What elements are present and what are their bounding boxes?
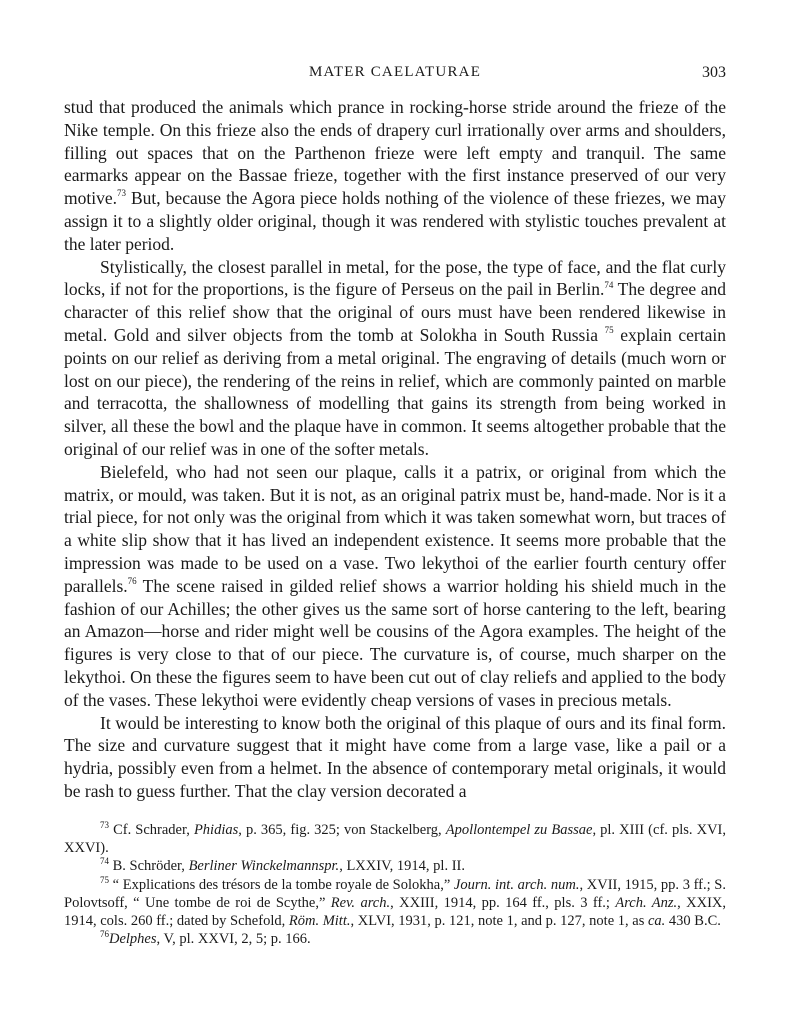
paragraph-3 (64, 461, 726, 712)
running-title: MATER CAELATURAE (308, 64, 482, 80)
footnote-title: Phidias (193, 822, 239, 838)
footnote-text: , XXIII, 1914, pp. 164 ff., pls. 3 ff.; (390, 894, 616, 911)
footnote-number: 73 (100, 820, 109, 831)
paragraph-1-text-b: But, because the Agora piece holds nothing of the violence of these friezes, we may assign it to a slightly older original, though it was rendered with stylistic touches prevalent at the later period. (64, 188, 726, 254)
footnote-73 (64, 821, 726, 857)
footnote-text: Cf. Schrader, (109, 822, 194, 838)
main-text (64, 96, 726, 803)
footnote-text: , LXXIV, 1914, pl. II. (339, 858, 465, 875)
footnote-text: 430 B.C. (665, 913, 721, 930)
footnote-text: “ Explications des trésors de la tombe royale de Solokha,” (109, 876, 454, 893)
page-number: 303 (702, 64, 726, 81)
footnote-title: Journ. int. arch. num. (453, 876, 580, 893)
footnote-74 (64, 857, 726, 875)
footnote-75 (64, 876, 726, 931)
footnote-title: Rev. arch. (330, 894, 391, 911)
paragraph-2 (64, 256, 726, 461)
footnote-title: Röm. Mitt. (288, 913, 351, 930)
footnote-text: , XVII, 1915, pp. 3 ff.; S. Polovtsoff, “ Une tombe de roi de Scythe,” (64, 876, 726, 911)
footnote-title: Berliner Winckelmannspr. (188, 858, 340, 875)
page-header (64, 64, 726, 84)
paragraph-1-text-a: stud that produced the animals which prance in rocking-horse stride around the frieze of the Nike temple. On this frieze also the ends of drapery curl irrationally over arms and shoulders, filling out spaces that on the Parthenon frieze were left empty and tranquil. The same earmarks appear on the Bassae frieze, together with the first instance preserved of our very motive. (64, 97, 726, 209)
footnote-ref-73: 73 (116, 188, 126, 199)
footnote-title: Arch. Anz. (615, 894, 678, 911)
paragraph-3-text-a: Bielefeld, who had not seen our plaque, calls it a patrix, or original from which the matrix, or mould, was taken. But it is not, as an original patrix must be, hand-made. Nor is it a trial piece, for not only was the original from which it was taken somewhat worn, but traces of a white slip show that it has lived an independent existence. It seems more probable that the impression was made to be used on a vase. Two lekythoi of the earlier fourth century offer parallels. (64, 461, 726, 596)
footnote-ref-75: 75 (604, 325, 614, 336)
footnote-number: 76 (100, 929, 109, 940)
footnotes (64, 821, 726, 948)
paragraph-2-text-a: Stylistically, the closest parallel in metal, for the pose, the type of face, and the flat curly locks, if not for the proportions, is the figure of Perseus on the pail in Berlin. (64, 256, 726, 300)
footnote-text: , XXIX, 1914, cols. 260 ff.; dated by Schefold, (64, 894, 727, 930)
footnote-number: 75 (100, 874, 109, 885)
paragraph-2-text-c: explain certain points on our relief as deriving from a metal original. The engraving of details (much worn or lost on our piece), the rendering of the reins in relief, which are commonly painted on marble and terracotta, the shallowness of modelling that gains its strength from being worked in silver, all these the bowl and the plaque have in common. It seems altogether probable that the original of our relief was in one of the softer metals. (64, 324, 726, 459)
footnote-number: 74 (100, 856, 109, 867)
paragraph-4 (64, 712, 726, 803)
footnote-title: Delphes (109, 931, 157, 948)
footnote-title: ca. (647, 913, 666, 930)
footnote-text: , V, pl. XXVI, 2, 5; p. 166. (156, 931, 311, 948)
footnote-title: Apollontempel zu Bassae (445, 822, 593, 838)
paragraph-4-text: It would be interesting to know both the original of this plaque of ours and its final form. The size and curvature suggest that it might have come from a large vase, like a pail or a hydria, possibly even from a helmet. In the absence of contemporary metal originals, it would be rash to guess further. That the clay version decorated a (64, 712, 726, 801)
footnote-ref-76: 76 (127, 575, 137, 586)
footnote-text: B. Schröder, (109, 858, 189, 875)
footnote-76 (64, 930, 726, 948)
paragraph-3-text-b: The scene raised in gilded relief shows a warrior holding his shield much in the fashion of our Achilles; the other gives us the same sort of horse cantering to the left, bearing an Amazon—horse and rider might well be cousins of the Agora examples. The height of the figures is very close to that of our piece. The curvature is, of course, much sharper on the lekythoi. On these the figures seem to have been cut out of clay reliefs and applied to the body of the vases. These lekythoi were evidently cheap versions of vases in precious metals. (64, 575, 726, 710)
footnote-text: , p. 365, fig. 325; von Stackelberg, (238, 822, 446, 838)
footnote-ref-74: 74 (604, 279, 614, 290)
paragraph-2-text-b: The degree and character of this relief show that the original of ours must have been rendered likewise in metal. Gold and silver objects from the tomb at Solokha in South Russia (64, 279, 726, 345)
paragraph-1 (64, 96, 726, 256)
footnote-text: , XLVI, 1931, p. 121, note 1, and p. 127, note 1, as (350, 913, 648, 930)
footnote-text: , pl. XIII (cf. pls. XVI, XXVI). (64, 822, 726, 857)
